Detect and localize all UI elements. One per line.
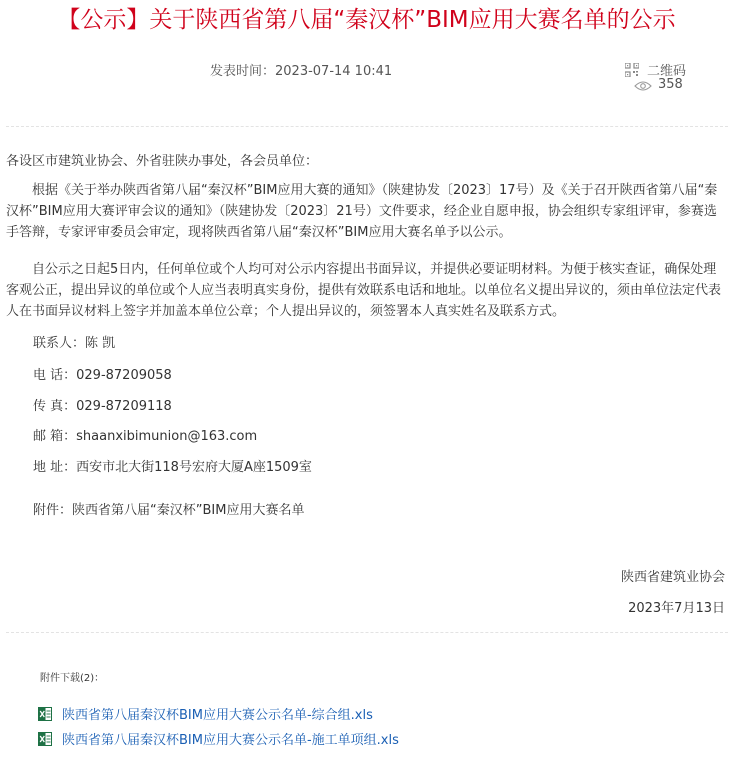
contact-fax-label: 传 真： xyxy=(33,399,77,414)
download-link-label[interactable]: 陕西省第八届秦汉杯BIM应用大赛公示名单-综合组.xls xyxy=(62,708,373,723)
view-count-value: 358 xyxy=(658,76,683,92)
attachment-note: 附件：陕西省第八届“秦汉杯”BIM应用大赛名单 xyxy=(33,503,305,518)
contact-fax-value: 029-87209118 xyxy=(76,399,172,414)
contact-address-value: 西安市北大街118号宏府大厦A座1509室 xyxy=(76,460,312,475)
body-paragraph-2: 自公示之日起5日内，任何单位或个人均可对公示内容提出书面异议，并提供必要证明材料。为便于核实查证，确保处理客观公正，提出异议的单位或个人应当表明真实身份，提供有效联系电话和地址。以单位名义提出异议的，须由单位法定代表人在书面异议材料上签字并加盖本单位公章；个人提出异议的，须签署本人真实姓名及联系方式。 xyxy=(6,262,722,319)
contact-person-value: 陈 凯 xyxy=(85,336,116,351)
qr-code-icon xyxy=(625,63,639,77)
content-divider xyxy=(6,632,728,633)
contact-person xyxy=(33,335,115,353)
contact-address-label: 地 址： xyxy=(33,460,77,475)
contact-email-label: 邮 箱： xyxy=(33,429,77,444)
contact-person-label: 联系人： xyxy=(33,336,86,351)
publish-time: 发表时间：2023-07-14 10:41 xyxy=(210,64,393,79)
contact-fax xyxy=(33,398,172,416)
excel-file-icon xyxy=(38,707,52,721)
eye-icon xyxy=(634,80,652,92)
view-count xyxy=(634,76,683,92)
qr-code-label: 二维码 xyxy=(647,64,687,79)
article-title: 【公示】关于陕西省第八届“秦汉杯”BIM应用大赛名单的公示 xyxy=(57,7,676,33)
download-link-comprehensive[interactable] xyxy=(38,704,373,723)
contact-email xyxy=(33,428,257,446)
excel-file-icon xyxy=(38,732,52,746)
contact-address xyxy=(33,459,312,477)
salutation: 各设区市建筑业协会、外省驻陕办事处，各会员单位： xyxy=(6,154,319,169)
signature-org: 陕西省建筑业协会 xyxy=(620,570,725,585)
signature-date: 2023年7月13日 xyxy=(628,601,725,616)
body-paragraph-1: 根据《关于举办陕西省第八届“秦汉杯”BIM应用大赛的通知》（陕建协发〔2023〕17号）及《关于召开陕西省第八届“秦汉杯”BIM应用大赛评审会议的通知》（陕建协发〔2023〕21号）文件要求，经企业自愿申报，协会组织专家组评审，参赛选手答辩，专家评审委员会审定，现将陕西省第八届“秦汉杯”BIM应用大赛名单予以公示。 xyxy=(6,183,718,240)
contact-phone-value: 029-87209058 xyxy=(76,368,172,383)
header-divider xyxy=(6,126,728,127)
contact-email-value: shaanxibimunion@163.com xyxy=(76,429,258,444)
attachment-download-label: 附件下载(2)： xyxy=(40,673,105,684)
contact-phone xyxy=(33,367,172,385)
download-link-label[interactable]: 陕西省第八届秦汉杯BIM应用大赛公示名单-施工单项组.xls xyxy=(62,733,399,748)
download-link-construction[interactable] xyxy=(38,729,399,748)
contact-phone-label: 电 话： xyxy=(33,368,77,383)
